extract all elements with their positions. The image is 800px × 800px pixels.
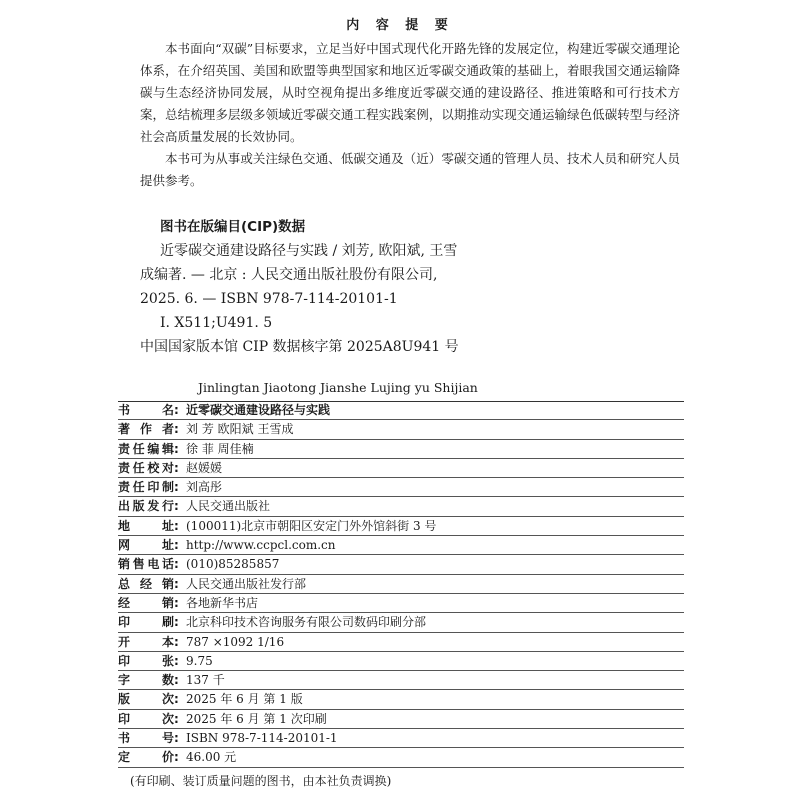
colophon-label: 责任印制 — [118, 480, 174, 495]
cip-block — [140, 215, 700, 359]
colophon-row — [118, 440, 684, 459]
colophon-value: 刘 芳 欧阳斌 王雪成 — [186, 422, 294, 437]
colophon-value: 赵媛媛 — [186, 460, 223, 475]
cip-line: 中国国家版本馆 CIP 数据核字第 2025A8U941 号 — [140, 339, 459, 355]
colophon-separator: : — [174, 499, 179, 514]
colophon-value: (100011)北京市朝阳区安定门外外馆斜街 3 号 — [186, 518, 437, 533]
colophon-row — [118, 401, 684, 420]
colophon-row — [118, 420, 684, 439]
colophon-row — [118, 555, 684, 574]
cip-title: 图书在版编目(CIP)数据 — [160, 219, 306, 235]
colophon-value: 刘高彤 — [186, 480, 223, 495]
colophon-separator: : — [174, 595, 179, 610]
cip-line: 近零碳交通建设路径与实践 / 刘芳, 欧阳斌, 王雪 — [160, 243, 458, 259]
colophon-label: 出版发行 — [118, 499, 174, 514]
colophon-separator: : — [174, 615, 179, 630]
colophon-row — [118, 690, 684, 709]
colophon-value: 2025 年 6 月 第 1 版 — [186, 692, 303, 707]
colophon-separator: : — [174, 576, 179, 591]
colophon-value: 2025 年 6 月 第 1 次印刷 — [186, 711, 327, 726]
colophon-row — [118, 729, 684, 748]
colophon-row — [118, 478, 684, 497]
colophon-label: 印次 — [118, 711, 174, 726]
colophon-label: 开本 — [118, 634, 174, 649]
colophon-value: (010)85285857 — [186, 557, 280, 572]
summary-heading: 内 容 提 要 — [346, 18, 454, 33]
colophon-row — [118, 748, 684, 767]
colophon-value: ISBN 978-7-114-20101-1 — [186, 731, 338, 746]
colophon-row — [118, 671, 684, 690]
colophon-separator: : — [174, 518, 179, 533]
colophon-label: 销售电话 — [118, 557, 174, 572]
colophon-separator: : — [174, 653, 179, 668]
colophon-label: 印刷 — [118, 615, 174, 630]
colophon-label: 经销 — [118, 595, 174, 610]
colophon-separator: : — [174, 731, 179, 746]
colophon-value: 徐 菲 周佳楠 — [186, 441, 254, 456]
colophon-separator: : — [174, 403, 179, 417]
colophon-separator: : — [174, 692, 179, 707]
colophon-separator: : — [174, 422, 179, 437]
colophon-label: 书名 — [118, 403, 174, 417]
colophon-label: 字数 — [118, 673, 174, 688]
colophon-label: 责任校对 — [118, 460, 174, 475]
colophon-row — [118, 633, 684, 652]
colophon-separator: : — [174, 673, 179, 688]
colophon-separator: : — [174, 711, 179, 726]
colophon-separator: : — [174, 634, 179, 649]
colophon-label: 著作者 — [118, 422, 174, 437]
colophon-value: 北京科印技术咨询服务有限公司数码印刷分部 — [186, 615, 427, 630]
colophon-label: 总经销 — [118, 576, 174, 591]
pinyin-title: Jinlingtan Jiaotong Jianshe Lujing yu Shijian — [198, 380, 478, 395]
colophon-row — [118, 594, 684, 613]
colophon-row — [118, 652, 684, 671]
colophon-separator: : — [174, 441, 179, 456]
summary-block — [140, 38, 680, 192]
colophon-label: 定价 — [118, 750, 174, 765]
colophon-value: 137 千 — [186, 673, 225, 688]
footnote: (有印刷、装订质量问题的图书，由本社负责调换) — [130, 774, 392, 788]
cip-line: 2025. 6. — ISBN 978-7-114-20101-1 — [140, 291, 398, 307]
colophon-label: 责任编辑 — [118, 441, 174, 456]
colophon-value: 人民交通出版社发行部 — [186, 576, 307, 591]
colophon-separator: : — [174, 538, 179, 553]
colophon-row — [118, 536, 684, 555]
colophon-separator: : — [174, 750, 179, 765]
colophon-value: 46.00 元 — [186, 750, 237, 765]
cip-line: Ⅰ. X511;U491. 5 — [160, 315, 273, 331]
summary-paragraph: 本书可为从事或关注绿色交通、低碳交通及（近）零碳交通的管理人员、技术人员和研究人员提供参考。 — [140, 151, 680, 188]
colophon-label: 印张 — [118, 653, 174, 668]
colophon-row — [118, 575, 684, 594]
colophon-row — [118, 497, 684, 516]
colophon-label: 网址 — [118, 538, 174, 553]
colophon-value: 9.75 — [186, 653, 213, 668]
colophon-value: 近零碳交通建设路径与实践 — [186, 403, 331, 417]
colophon-table — [118, 401, 684, 768]
colophon-value: 787 ×1092 1/16 — [186, 634, 285, 649]
colophon-row — [118, 459, 684, 478]
colophon-separator: : — [174, 557, 179, 572]
colophon-value: http://www.ccpcl.com.cn — [186, 538, 336, 553]
colophon-separator: : — [174, 460, 179, 475]
summary-paragraph: 本书面向“双碳”目标要求，立足当好中国式现代化开路先锋的发展定位，构建近零碳交通理论体系，在介绍英国、美国和欧盟等典型国家和地区近零碳交通政策的基础上，着眼我国交通运输降碳与生态经济协同发展，从时空视角提出多维度近零碳交通的建设路径、推进策略和可行技术方案，总结梳理多层级多领域近零碳交通工程实践案例，以期推动实现交通运输绿色低碳转型与经济社会高质量发展的长效协同。 — [140, 41, 680, 144]
cip-line: 成编著. — 北京 : 人民交通出版社股份有限公司, — [140, 267, 438, 283]
colophon-value: 人民交通出版社 — [186, 499, 271, 514]
colophon-row — [118, 517, 684, 536]
colophon-row — [118, 613, 684, 632]
colophon-value: 各地新华书店 — [186, 595, 259, 610]
colophon-label: 版次 — [118, 692, 174, 707]
colophon-separator: : — [174, 480, 179, 495]
colophon-row — [118, 710, 684, 729]
colophon-label: 书号 — [118, 731, 174, 746]
colophon-label: 地址 — [118, 518, 174, 533]
